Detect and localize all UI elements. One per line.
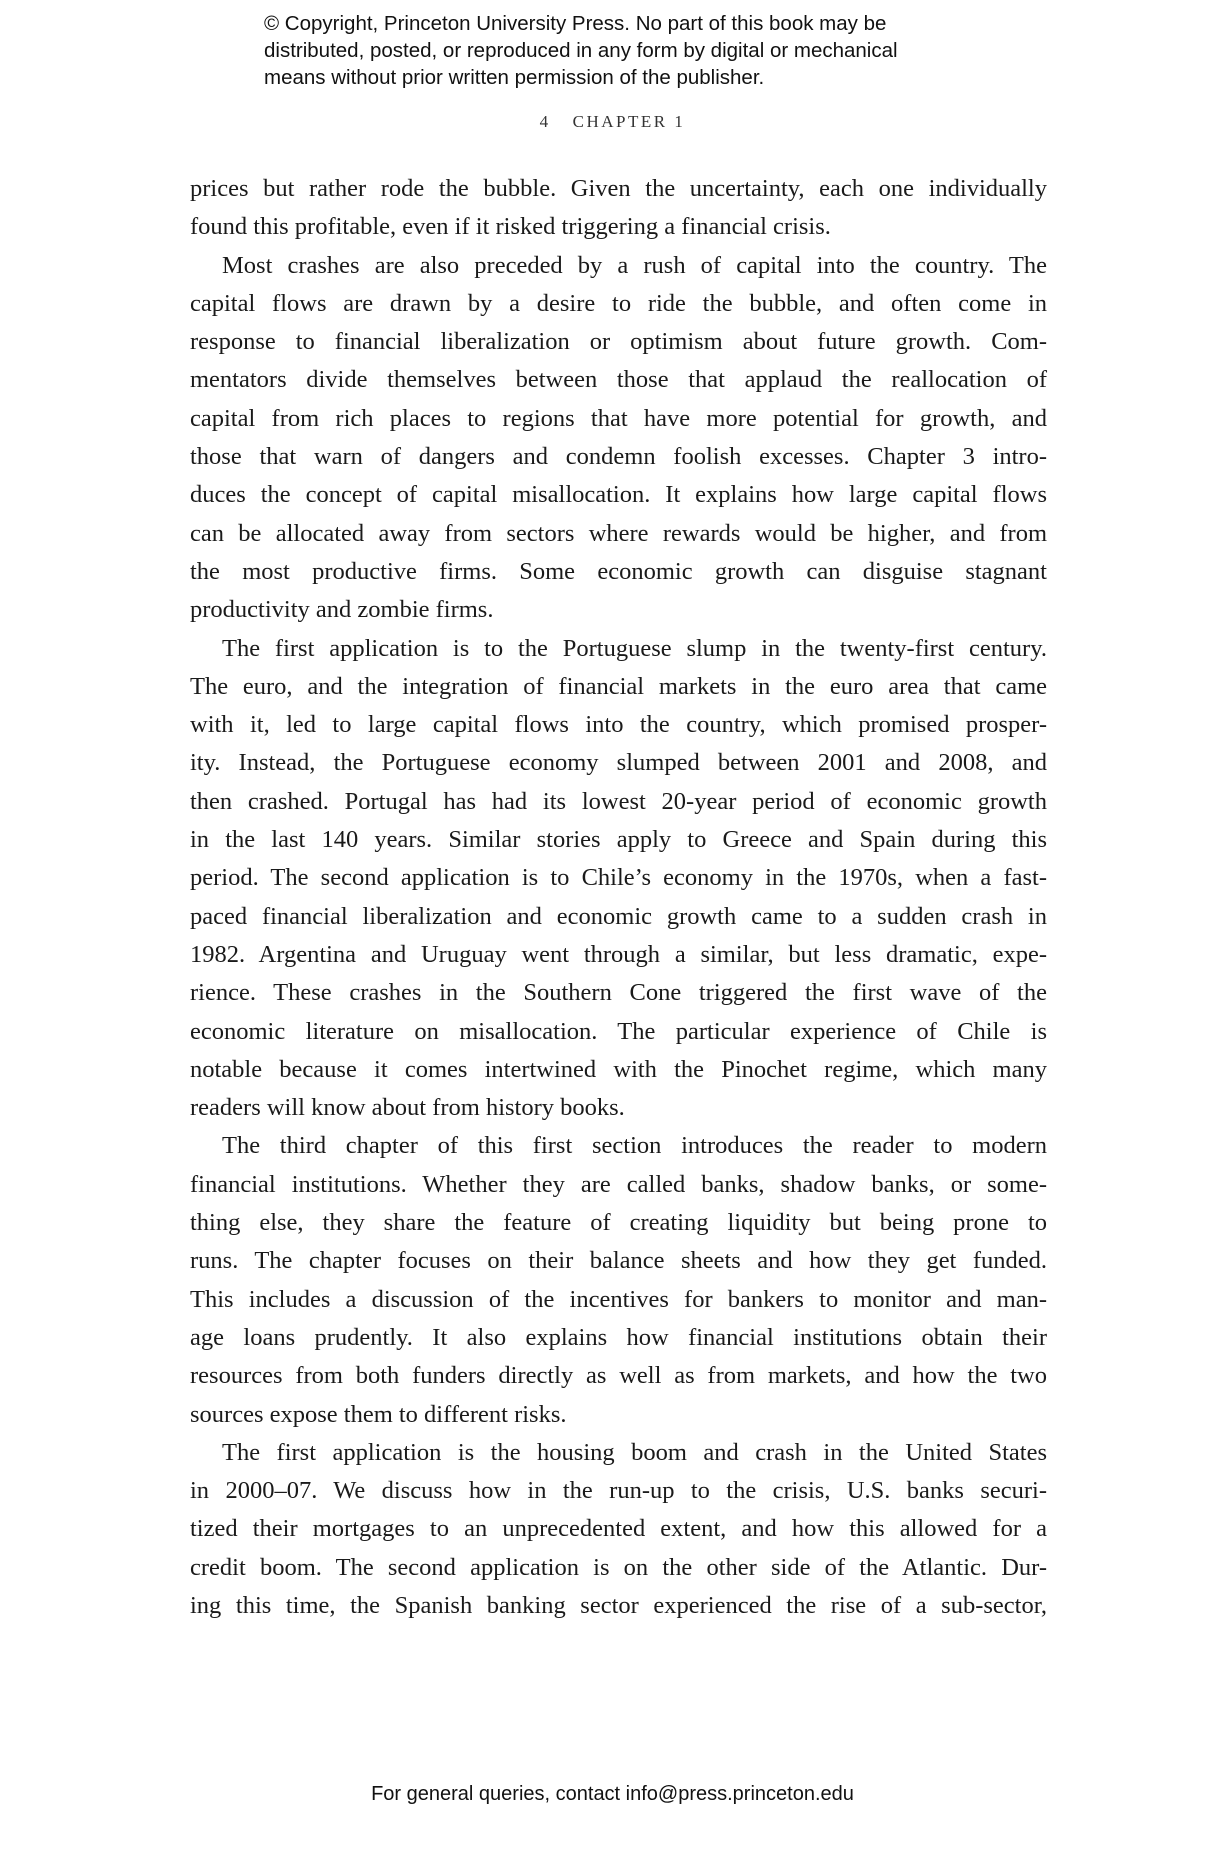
- page-number: 4: [539, 112, 551, 131]
- text-line: the most productive firms. Some economic growth can disguise stagnant: [190, 557, 1047, 585]
- text-line: tized their mortgages to an unprecedented extent, and how this allowed for a: [190, 1515, 1047, 1543]
- text-line: ity. Instead, the Portuguese economy slumped between 2001 and 2008, and: [190, 749, 1047, 777]
- text-line: age loans prudently. It also explains how financial institutions obtain their: [190, 1323, 1047, 1351]
- text-line: This includes a discussion of the incentives for bankers to monitor and man-: [190, 1285, 1047, 1313]
- text-line: response to financial liberalization or optimism about future growth. Com-: [190, 328, 1047, 356]
- text-line: productivity and zombie firms.: [190, 596, 494, 624]
- text-line: economic literature on misallocation. The particular experience of Chile is: [190, 1017, 1047, 1045]
- text-line: capital from rich places to regions that have more potential for growth, and: [190, 404, 1047, 432]
- text-line: in 2000–07. We discuss how in the run-up to the crisis, U.S. banks securi-: [190, 1477, 1047, 1505]
- text-line: rience. These crashes in the Southern Cone triggered the first wave of the: [190, 979, 1047, 1007]
- text-line: period. The second application is to Chile’s economy in the 1970s, when a fast-: [190, 864, 1047, 892]
- text-line: readers will know about from history books.: [190, 1094, 625, 1122]
- text-line: capital flows are drawn by a desire to ride the bubble, and often come in: [190, 289, 1047, 317]
- text-line: found this profitable, even if it risked triggering a financial crisis.: [190, 213, 831, 241]
- text-line: resources from both funders directly as well as from markets, and how the two: [190, 1362, 1047, 1390]
- paragraph: [190, 630, 1047, 1128]
- text-line: those that warn of dangers and condemn foolish excesses. Chapter 3 intro-: [190, 443, 1047, 471]
- text-line: credit boom. The second application is on the other side of the Atlantic. Dur-: [190, 1553, 1047, 1581]
- text-line: duces the concept of capital misallocation. It explains how large capital flows: [190, 481, 1047, 509]
- text-line: ing this time, the Spanish banking sector experienced the rise of a sub-sector,: [190, 1591, 1047, 1619]
- footer-contact: For general queries, contact info@press.princeton.edu: [371, 1783, 854, 1805]
- text-line: The first application is the housing boom and crash in the United States: [222, 1438, 1047, 1466]
- text-line: 1982. Argentina and Uruguay went through a similar, but less dramatic, expe-: [190, 940, 1047, 968]
- chapter-title: CHAPTER 1: [572, 112, 686, 131]
- text-line: The euro, and the integration of financial markets in the euro area that came: [190, 672, 1047, 700]
- copyright-line: distributed, posted, or reproduced in any form by digital or mechanical: [264, 39, 898, 62]
- text-line: notable because it comes intertwined with the Pinochet regime, which many: [190, 1055, 1047, 1083]
- text-line: thing else, they share the feature of creating liquidity but being prone to: [190, 1209, 1047, 1237]
- text-line: mentators divide themselves between those that applaud the reallocation of: [190, 366, 1047, 394]
- text-line: with it, led to large capital flows into the country, which promised prosper-: [190, 711, 1047, 739]
- running-head: [0, 112, 1225, 132]
- text-line: financial institutions. Whether they are called banks, shadow banks, or some-: [190, 1170, 1047, 1198]
- copyright-line: means without prior written permission of the publisher.: [264, 66, 765, 89]
- text-line: The third chapter of this first section introduces the reader to modern: [222, 1132, 1047, 1160]
- text-line: in the last 140 years. Similar stories apply to Greece and Spain during this: [190, 826, 1047, 854]
- text-line: sources expose them to different risks.: [190, 1400, 567, 1428]
- text-line: Most crashes are also preceded by a rush of capital into the country. The: [222, 251, 1047, 279]
- copyright-notice: [264, 10, 898, 91]
- body-text: [190, 170, 1047, 1625]
- paragraph: [190, 1127, 1047, 1433]
- text-line: paced financial liberalization and economic growth came to a sudden crash in: [190, 902, 1047, 930]
- text-line: The first application is to the Portuguese slump in the twenty-first century.: [222, 634, 1047, 662]
- paragraph: [190, 170, 1047, 247]
- text-line: then crashed. Portugal has had its lowest 20-year period of economic growth: [190, 787, 1047, 815]
- paragraph: [190, 247, 1047, 630]
- text-line: runs. The chapter focuses on their balance sheets and how they get funded.: [190, 1247, 1047, 1275]
- paragraph: [190, 1434, 1047, 1625]
- text-line: can be allocated away from sectors where rewards would be higher, and from: [190, 519, 1047, 547]
- copyright-line: © Copyright, Princeton University Press. No part of this book may be: [264, 12, 887, 35]
- text-line: prices but rather rode the bubble. Given the uncertainty, each one individually: [190, 175, 1047, 202]
